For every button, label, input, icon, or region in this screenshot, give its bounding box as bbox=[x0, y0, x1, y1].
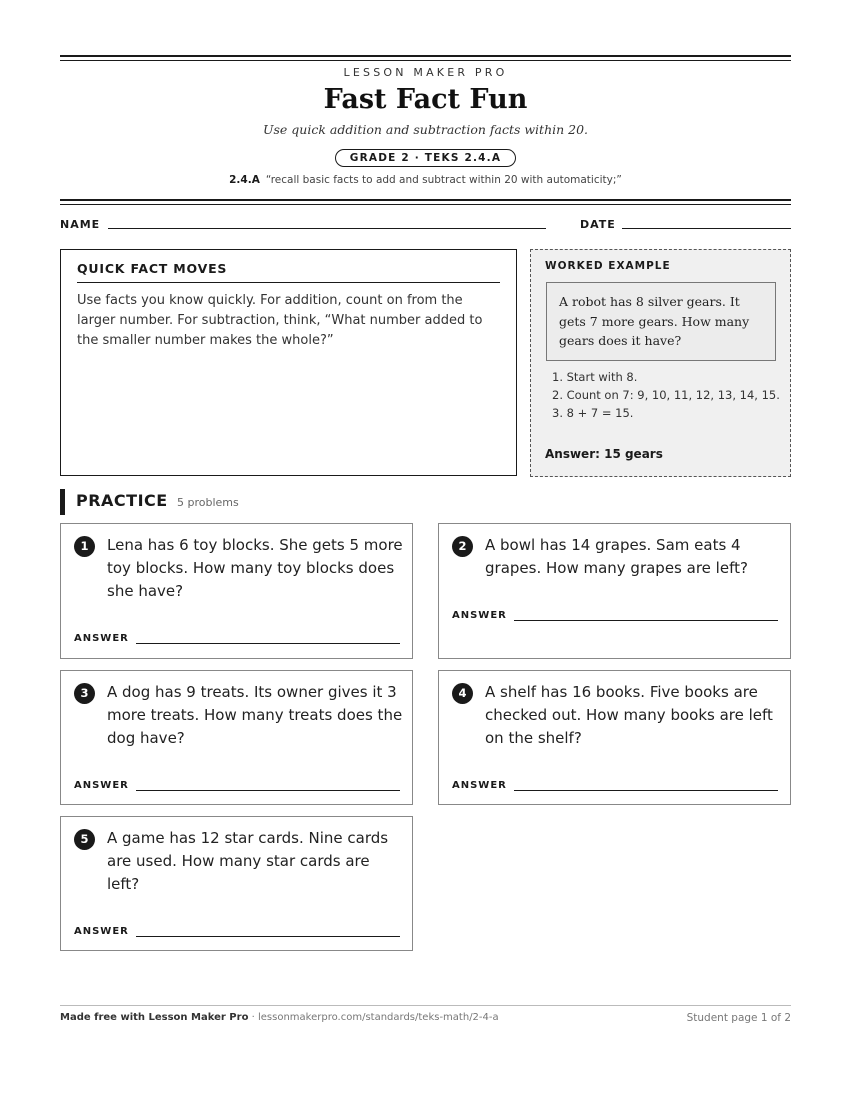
problem-card-2 bbox=[438, 523, 791, 659]
worked-example-title: WORKED EXAMPLE bbox=[545, 260, 671, 272]
problem-number-badge: 2 bbox=[452, 536, 473, 557]
answer-field[interactable] bbox=[514, 790, 778, 791]
header-bottom-rule bbox=[60, 199, 791, 205]
worked-step: 2. Count on 7: 9, 10, 11, 12, 13, 14, 15. bbox=[552, 388, 780, 402]
footer-rule bbox=[60, 1005, 791, 1006]
name-field[interactable] bbox=[108, 228, 546, 229]
divider bbox=[77, 282, 500, 283]
problem-number-badge: 1 bbox=[74, 536, 95, 557]
practice-count: 5 problems bbox=[177, 496, 239, 509]
footer-credit bbox=[60, 1012, 499, 1023]
quick-fact-moves-body: Use facts you know quickly. For addition, count on from the larger number. For subtraction, think, “What number added to the smaller number makes the whole?” bbox=[77, 293, 483, 348]
footer-page-number: Student page 1 of 2 bbox=[686, 1012, 791, 1024]
standard-code: 2.4.A bbox=[229, 174, 260, 186]
answer-label: ANSWER bbox=[452, 610, 507, 621]
standard-text: “recall basic facts to add and subtract within 20 with automaticity;” bbox=[265, 174, 622, 186]
standard-line bbox=[60, 174, 791, 186]
brand-label: LESSON MAKER PRO bbox=[343, 66, 508, 79]
practice-accent-bar bbox=[60, 489, 65, 515]
answer-field[interactable] bbox=[514, 620, 778, 621]
worksheet-subtitle: Use quick addition and subtraction facts within 20. bbox=[262, 122, 589, 137]
problem-text: A game has 12 star cards. Nine cards are used. How many star cards are left? bbox=[107, 829, 389, 893]
footer-made-with: Made free with Lesson Maker Pro bbox=[60, 1012, 249, 1023]
problem-card-4 bbox=[438, 670, 791, 805]
answer-field[interactable] bbox=[136, 643, 400, 644]
worked-example-problem: A robot has 8 silver gears. It gets 7 more gears. How many gears does it have? bbox=[546, 282, 776, 361]
quick-fact-moves-title: QUICK FACT MOVES bbox=[77, 261, 228, 276]
problem-number-badge: 3 bbox=[74, 683, 95, 704]
worked-example-steps bbox=[546, 368, 781, 422]
top-rule bbox=[60, 55, 791, 61]
problem-card-5 bbox=[60, 816, 413, 951]
answer-label: ANSWER bbox=[74, 926, 129, 937]
name-label: NAME bbox=[60, 218, 101, 231]
problem-text: A dog has 9 treats. Its owner gives it 3 more treats. How many treats does the dog have? bbox=[107, 683, 403, 747]
worked-step: 3. 8 + 7 = 15. bbox=[552, 406, 634, 420]
worked-example-answer: Answer: 15 gears bbox=[545, 447, 663, 461]
problem-text: A shelf has 16 books. Five books are checked out. How many books are left on the shelf? bbox=[485, 683, 773, 747]
problem-text: Lena has 6 toy blocks. She gets 5 more toy blocks. How many toy blocks does she have? bbox=[107, 536, 403, 600]
answer-label: ANSWER bbox=[74, 780, 129, 791]
problem-text: A bowl has 14 grapes. Sam eats 4 grapes. How many grapes are left? bbox=[485, 536, 748, 577]
worked-step: 1. Start with 8. bbox=[552, 370, 638, 384]
quick-fact-moves-box bbox=[60, 249, 517, 476]
date-field[interactable] bbox=[622, 228, 791, 229]
worksheet-page bbox=[60, 0, 791, 1100]
problem-card-1 bbox=[60, 523, 413, 659]
answer-field[interactable] bbox=[136, 790, 400, 791]
problem-number-badge: 4 bbox=[452, 683, 473, 704]
practice-title: PRACTICE bbox=[76, 491, 168, 510]
answer-field[interactable] bbox=[136, 936, 400, 937]
date-label: DATE bbox=[580, 218, 616, 231]
answer-label: ANSWER bbox=[452, 780, 507, 791]
answer-label: ANSWER bbox=[74, 633, 129, 644]
problem-number-badge: 5 bbox=[74, 829, 95, 850]
worked-example-box bbox=[530, 249, 791, 477]
grade-badge: GRADE 2 · TEKS 2.4.A bbox=[335, 149, 516, 167]
problem-card-3 bbox=[60, 670, 413, 805]
footer-url[interactable]: · lessonmakerpro.com/standards/teks-math/2-4-a bbox=[251, 1012, 499, 1023]
worksheet-title: Fast Fact Fun bbox=[323, 84, 528, 115]
